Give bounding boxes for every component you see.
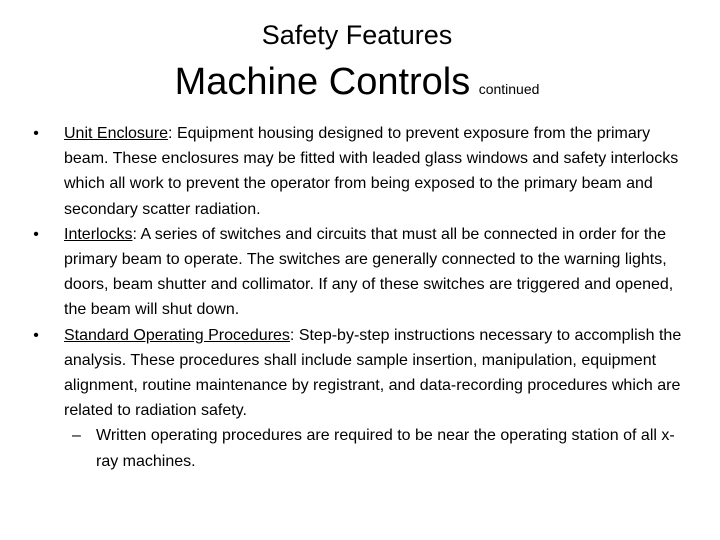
sub-bullet-text: Written operating procedures are required to be near the operating station of all x-ray machines. [96,427,675,470]
bullet-text: : Equipment housing designed to prevent exposure from the primary beam. These enclosures may be fitted with leaded glass windows and safety interlocks which all work to prevent the operator from being exposed to the primary beam and secondary scatter radiation. [64,125,679,218]
bullet-term: Unit Enclosure [64,125,169,142]
slide-title-row [0,58,714,106]
bullet-term: Interlocks [64,225,133,243]
bullet-icon: • [33,326,39,344]
bullet-item-interlocks [31,222,691,323]
slide-subtitle: Safety Features [261,20,453,50]
bullet-term: Standard Operating Procedures [64,326,290,344]
sub-bullet-item [31,423,691,473]
bullet-text: : Step-by-step instructions necessary to accomplish the analysis. These procedures shall include sample insertion, manipulation, equipment alignment, routine maintenance by registrant, and data-recording procedures which are related to radiation safety. [64,326,682,420]
bullet-text: : A series of switches and circuits that must all be connected in order for the primary beam to operate. The switches are generally connected to the warning lights, doors, beam shutter and collimator. If any of these switches are triggered and opened, the beam will shut down. [64,225,674,319]
slide-title: Machine Controls [174,61,471,103]
bullet-list [31,121,691,474]
bullet-item-standard-operating-procedures [31,323,691,424]
bullet-icon: • [33,125,39,142]
slide-title-suffix: continued [478,81,540,97]
bullet-item-unit-enclosure [31,121,691,222]
dash-icon: – [72,427,81,445]
bullet-icon: • [33,225,39,243]
